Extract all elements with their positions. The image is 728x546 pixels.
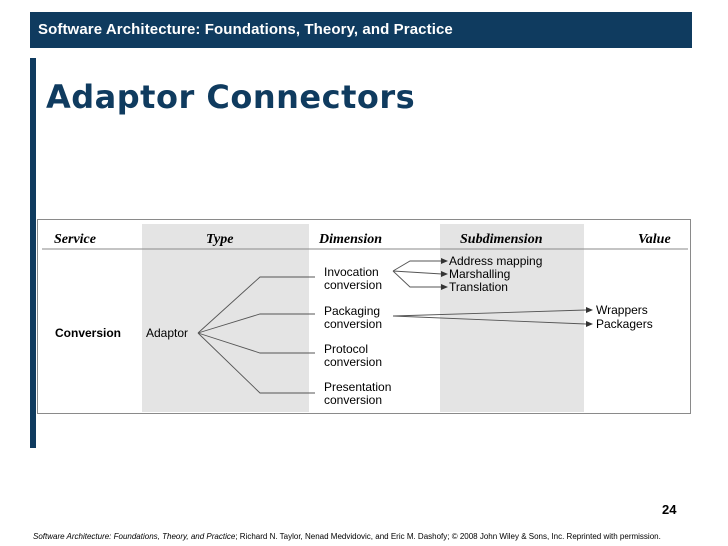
dimension-presentation-line2: conversion	[324, 393, 383, 407]
page-number: 24	[662, 502, 677, 517]
left-accent-rule	[30, 58, 36, 448]
dimension-packaging-line2: conversion	[324, 317, 383, 331]
dimension-invocation	[324, 265, 382, 292]
course-title: Software Architecture: Foundations, Theory, and Practice	[38, 21, 453, 38]
type-label: Adaptor	[146, 326, 189, 340]
arrow-packagers	[586, 321, 593, 327]
column-header-subdimension: Subdimension	[460, 232, 543, 247]
dimension-presentation-line1: Presentation	[324, 380, 392, 394]
column-header-service: Service	[54, 232, 96, 247]
column-header-value: Value	[638, 232, 671, 247]
dimension-packaging-line1: Packaging	[324, 304, 381, 318]
value-wrappers: Wrappers	[596, 303, 648, 317]
footer-book-title: Software Architecture: Foundations, Theory, and Practice	[33, 532, 236, 541]
dimension-protocol-line2: conversion	[324, 355, 383, 369]
line-invocation-address	[393, 261, 442, 271]
slide-title: Adaptor Connectors	[46, 78, 416, 116]
line-invocation-marshalling	[393, 271, 442, 274]
footer-credit	[33, 532, 661, 541]
taxonomy-diagram	[38, 220, 692, 415]
subdimension-column-band	[440, 224, 584, 412]
service-label: Conversion	[55, 326, 122, 340]
dimension-invocation-line1: Invocation	[324, 265, 379, 279]
column-header-type: Type	[206, 232, 234, 247]
dimension-invocation-line2: conversion	[324, 278, 383, 292]
header-bar	[30, 12, 692, 48]
column-header-dimension: Dimension	[319, 232, 383, 247]
subdimension-marshalling: Marshalling	[449, 267, 511, 281]
dimension-protocol	[324, 342, 382, 369]
subdimension-address-mapping: Address mapping	[449, 254, 543, 268]
dimension-presentation	[324, 380, 395, 407]
arrow-wrappers	[586, 307, 593, 313]
value-packagers: Packagers	[596, 317, 653, 331]
dimension-protocol-line1: Protocol	[324, 342, 369, 356]
type-column-band	[142, 224, 309, 412]
adaptor-taxonomy-figure	[37, 219, 691, 414]
footer-credit-text: ; Richard N. Taylor, Nenad Medvidovic, and Eric M. Dashofy; © 2008 John Wiley & Sons, Inc. Reprinted with permission.	[235, 532, 661, 541]
subdimension-translation: Translation	[449, 280, 508, 294]
dimension-packaging	[324, 304, 383, 331]
